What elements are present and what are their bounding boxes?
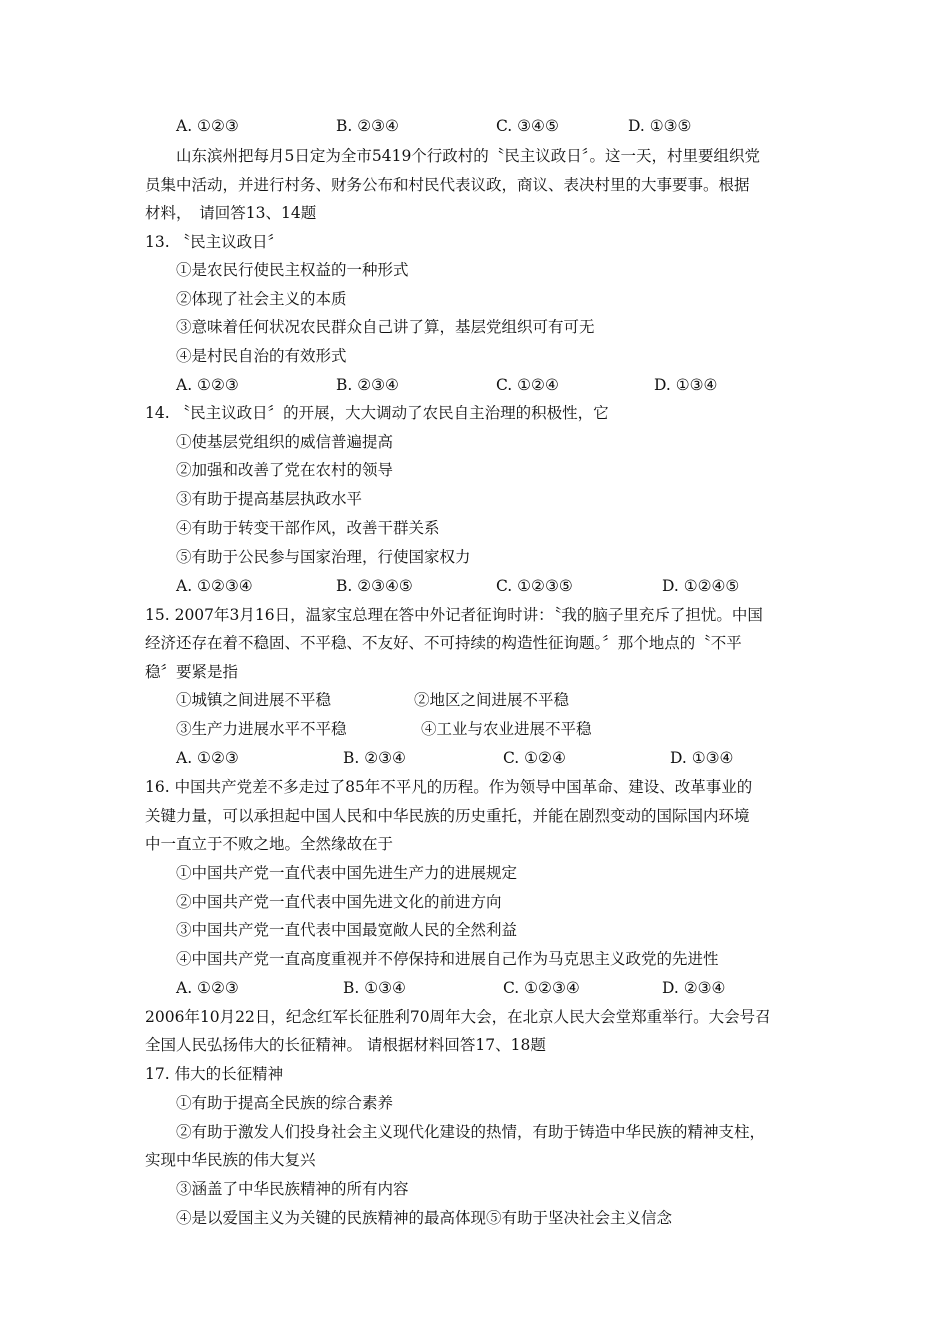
q15-option-a: A. ①②③ [176, 749, 239, 767]
material-13-14-line-2: 员集中活动，并进行村务、财务公布和村民代表议政，商议、表决村里的大事要事。根据 [145, 176, 750, 194]
material-13-14-line-1: 山东滨州把每月5日定为全市5419个行政村的〝民主议政日〞。这一天，村里要组织党 [176, 147, 761, 165]
q17-item-2-continued: 实现中华民族的伟大复兴 [145, 1151, 316, 1169]
q16-option-a: A. ①②③ [176, 979, 239, 997]
q15-stem-line-1: 15. 2007年3月16日，温家宝总理在答中外记者征询时讲：〝我的脑子里充斥了担忧。中国 [145, 606, 763, 624]
q14-item-1: ①使基层党组织的威信普遍提高 [176, 433, 394, 451]
q12-option-c: C. ③④⑤ [496, 117, 559, 135]
material-17-18-line-2: 全国人民弘扬伟大的长征精神。 请根据材料回答17、18题 [145, 1036, 546, 1054]
q16-stem-line-2: 关键力量，可以承担起中国人民和中华民族的历史重托，并能在剧烈变动的国际国内环境 [145, 807, 750, 825]
q14-item-2: ②加强和改善了党在农村的领导 [176, 461, 394, 479]
q17-item-1: ①有助于提高全民族的综合素养 [176, 1094, 394, 1112]
q16-stem-line-1: 16. 中国共产党差不多走过了85年不平凡的历程。作为领导中国革命、建设、改革事业的 [145, 778, 753, 796]
q14-option-c: C. ①②③⑤ [496, 577, 573, 595]
q15-stem-line-2: 经济还存在着不稳固、不平稳、不友好、不可持续的构造性征询题。〞那个地点的〝不平 [145, 634, 742, 652]
q16-item-3: ③中国共产党一直代表中国最宽敞人民的全然利益 [176, 921, 518, 939]
q16-stem-line-3: 中一直立于不败之地。全然缘故在于 [145, 835, 394, 853]
q13-option-a: A. ①②③ [176, 376, 239, 394]
q13-item-4: ④是村民自治的有效形式 [176, 347, 347, 365]
q17-item-2: ②有助于激发人们投身社会主义现代化建设的热情，有助于铸造中华民族的精神支柱， [176, 1123, 766, 1141]
q17-item-4-5: ④是以爱国主义为关键的民族精神的最高体现⑤有助于坚决社会主义信念 [176, 1209, 673, 1227]
q16-option-b: B. ①③④ [343, 979, 406, 997]
q15-item-3: ③生产力进展水平不平稳 [176, 720, 347, 738]
q16-item-4: ④中国共产党一直高度重视并不停保持和进展自己作为马克思主义政党的先进性 [176, 950, 719, 968]
material-13-14-line-3: 材料， 请回答13、14题 [145, 204, 317, 222]
q17-item-3: ③涵盖了中华民族精神的所有内容 [176, 1180, 409, 1198]
q13-item-3: ③意味着任何状况农民群众自己讲了算，基层党组织可有可无 [176, 318, 595, 336]
q17-stem: 17. 伟大的长征精神 [145, 1065, 284, 1083]
q14-stem: 14. 〝民主议政日〞的开展，大大调动了农民自主治理的积极性，它 [145, 404, 609, 422]
q15-item-2: ②地区之间进展不平稳 [414, 691, 570, 709]
q14-option-b: B. ②③④⑤ [336, 577, 413, 595]
q14-option-d: D. ①②④⑤ [662, 577, 740, 595]
q14-item-3: ③有助于提高基层执政水平 [176, 490, 363, 508]
q15-option-d: D. ①③④ [670, 749, 734, 767]
q13-item-1: ①是农民行使民主权益的一种形式 [176, 261, 409, 279]
q12-option-a: A. ①②③ [176, 117, 239, 135]
q15-item-1: ①城镇之间进展不平稳 [176, 691, 332, 709]
q15-option-b: B. ②③④ [343, 749, 406, 767]
q15-item-4: ④工业与农业进展不平稳 [421, 720, 592, 738]
q14-item-4: ④有助于转变干部作风，改善干群关系 [176, 519, 440, 537]
q13-option-d: D. ①③④ [654, 376, 718, 394]
q16-option-c: C. ①②③④ [503, 979, 580, 997]
q14-item-5: ⑤有助于公民参与国家治理，行使国家权力 [176, 548, 471, 566]
q15-stem-line-3: 稳〞要紧是指 [145, 663, 239, 681]
material-17-18-line-1: 2006年10月22日，纪念红军长征胜利70周年大会，在北京人民大会堂郑重举行。大会号召 [145, 1008, 771, 1026]
q13-option-b: B. ②③④ [336, 376, 399, 394]
q13-stem: 13. 〝民主议政日〞 [145, 233, 284, 251]
q13-item-2: ②体现了社会主义的本质 [176, 290, 347, 308]
q16-item-2: ②中国共产党一直代表中国先进文化的前进方向 [176, 893, 502, 911]
q12-option-b: B. ②③④ [336, 117, 399, 135]
q12-option-d: D. ①③⑤ [628, 117, 692, 135]
q15-option-c: C. ①②④ [503, 749, 566, 767]
q16-item-1: ①中国共产党一直代表中国先进生产力的进展规定 [176, 864, 518, 882]
q13-option-c: C. ①②④ [496, 376, 559, 394]
q14-option-a: A. ①②③④ [176, 577, 253, 595]
q16-option-d: D. ②③④ [662, 979, 726, 997]
